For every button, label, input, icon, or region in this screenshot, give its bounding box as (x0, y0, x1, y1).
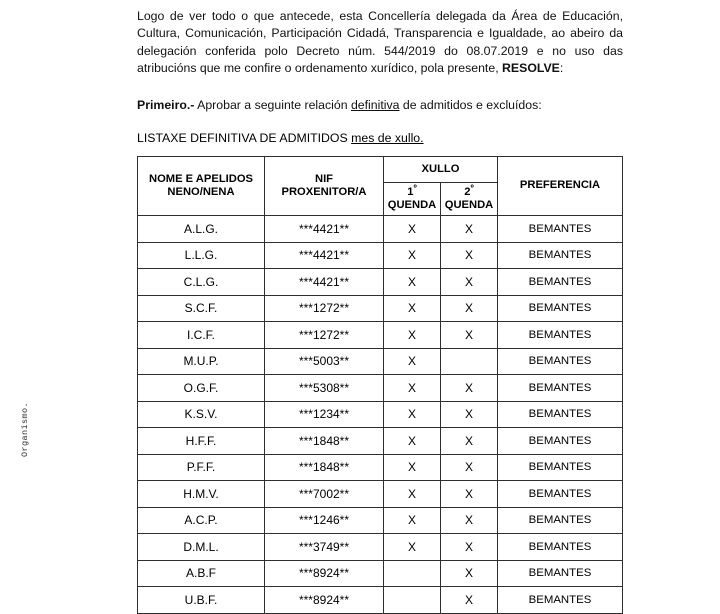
cell-preferencia: BEMANTES (498, 401, 623, 428)
cell-quenda-2: X (441, 375, 498, 402)
table-row (138, 216, 623, 243)
cell-quenda-2: X (441, 454, 498, 481)
cell-preferencia: BEMANTES (498, 295, 623, 322)
column-header-nome-line1: NOME E APELIDOS (148, 172, 253, 185)
cell-nif: ***1848** (265, 428, 384, 455)
table-row (138, 560, 623, 587)
cell-preferencia: BEMANTES (498, 242, 623, 269)
margin-stamp-organismo: Organismo. (20, 402, 30, 458)
table-row (138, 348, 623, 375)
cell-quenda-1: X (384, 348, 441, 375)
cell-nome: P.F.F. (138, 454, 265, 481)
cell-quenda-2: X (441, 507, 498, 534)
primeiro-underlined-word: definitiva (350, 97, 400, 112)
cell-quenda-1: X (384, 507, 441, 534)
cell-nome: A.C.P. (138, 507, 265, 534)
cell-nome: A.L.G. (138, 216, 265, 243)
column-header-quenda-1 (384, 183, 441, 216)
cell-nome: O.G.F. (138, 375, 265, 402)
cell-quenda-2: X (441, 534, 498, 561)
cell-quenda-2: X (441, 481, 498, 508)
table-header-row-top (138, 157, 623, 183)
cell-preferencia: BEMANTES (498, 481, 623, 508)
cell-quenda-1: X (384, 401, 441, 428)
cell-nif: ***1848** (265, 454, 384, 481)
cell-nif: ***3749** (265, 534, 384, 561)
table-row (138, 322, 623, 349)
cell-nome: L.L.G. (138, 242, 265, 269)
cell-nome: M.U.P. (138, 348, 265, 375)
quenda2-number: 2 (464, 185, 471, 198)
cell-quenda-1 (384, 560, 441, 587)
table-row (138, 534, 623, 561)
intro-paragraph (137, 8, 623, 78)
table-body (138, 216, 623, 614)
column-header-preferencia: PREFERENCIA (498, 157, 623, 216)
cell-quenda-2 (441, 348, 498, 375)
cell-nif: ***1246** (265, 507, 384, 534)
cell-quenda-1: X (384, 322, 441, 349)
table-row (138, 269, 623, 296)
table-row (138, 481, 623, 508)
cell-nome: S.C.F. (138, 295, 265, 322)
column-header-nif-line2: PROXENITOR/A (281, 186, 367, 198)
cell-nome: A.B.F (138, 560, 265, 587)
document-body (137, 8, 623, 147)
cell-nif: ***7002** (265, 481, 384, 508)
table-row (138, 507, 623, 534)
cell-quenda-1: X (384, 428, 441, 455)
cell-preferencia: BEMANTES (498, 375, 623, 402)
column-header-xullo: XULLO (384, 157, 498, 183)
cell-nif: ***1272** (265, 295, 384, 322)
intro-paragraph-text: Logo de ver todo o que antecede, esta Concellería delegada da Área de Educación, Cultura, Comunicación, Participación Cidadá, Transparencia e Igualdade, ao abeiro da delegación conferida polo Decreto núm. 544/2019 do 08.07.2019 e no uso das atribucións que me confire o ordenamento xurídico, pola presente, (137, 9, 623, 76)
cell-quenda-1: X (384, 216, 441, 243)
cell-nif: ***4421** (265, 242, 384, 269)
cell-quenda-2: X (441, 401, 498, 428)
primeiro-paragraph (137, 97, 623, 114)
cell-quenda-1 (384, 587, 441, 614)
cell-quenda-2: X (441, 295, 498, 322)
table-row (138, 454, 623, 481)
cell-quenda-2: X (441, 242, 498, 269)
cell-nif: ***8924** (265, 587, 384, 614)
cell-preferencia: BEMANTES (498, 507, 623, 534)
cell-preferencia: BEMANTES (498, 560, 623, 587)
quenda2-ordinal: º (470, 181, 474, 192)
table-header (138, 157, 623, 216)
quenda1-ordinal: º (413, 181, 417, 192)
cell-preferencia: BEMANTES (498, 269, 623, 296)
cell-quenda-1: X (384, 242, 441, 269)
cell-quenda-2: X (441, 269, 498, 296)
cell-nome: C.L.G. (138, 269, 265, 296)
cell-quenda-2: X (441, 560, 498, 587)
table-row (138, 587, 623, 614)
cell-quenda-1: X (384, 481, 441, 508)
primeiro-text-before: Aprobar a seguinte relación (194, 97, 351, 112)
listaxe-heading (137, 130, 623, 147)
cell-quenda-1: X (384, 269, 441, 296)
cell-nif: ***5308** (265, 375, 384, 402)
cell-quenda-2: X (441, 322, 498, 349)
cell-nome: H.F.F. (138, 428, 265, 455)
cell-nome: U.B.F. (138, 587, 265, 614)
cell-nif: ***1272** (265, 322, 384, 349)
cell-nome: K.S.V. (138, 401, 265, 428)
cell-preferencia: BEMANTES (498, 534, 623, 561)
cell-preferencia: BEMANTES (498, 454, 623, 481)
column-header-nif (265, 157, 384, 216)
column-header-nif-line1: NIF (314, 172, 334, 185)
cell-nif: ***1234** (265, 401, 384, 428)
cell-quenda-1: X (384, 375, 441, 402)
cell-nif: ***8924** (265, 560, 384, 587)
cell-nif: ***4421** (265, 269, 384, 296)
admitidos-table (137, 156, 623, 614)
cell-nome: H.M.V. (138, 481, 265, 508)
cell-quenda-1: X (384, 534, 441, 561)
intro-colon: : (559, 61, 564, 76)
table-row (138, 295, 623, 322)
listaxe-heading-text: LISTAXE DEFINITIVA DE ADMITIDOS (137, 131, 352, 146)
column-header-nome (138, 157, 265, 216)
column-header-nome-line2: NENO/NENA (167, 186, 235, 198)
quenda1-word: QUENDA (387, 199, 437, 211)
cell-preferencia: BEMANTES (498, 216, 623, 243)
cell-quenda-1: X (384, 454, 441, 481)
table-row (138, 242, 623, 269)
table-row (138, 428, 623, 455)
cell-nome: I.C.F. (138, 322, 265, 349)
cell-nome: D.M.L. (138, 534, 265, 561)
cell-preferencia: BEMANTES (498, 587, 623, 614)
quenda2-word: QUENDA (444, 199, 494, 211)
cell-quenda-2: X (441, 587, 498, 614)
table-row (138, 375, 623, 402)
primeiro-text-after: de admitidos e excluídos: (399, 97, 542, 112)
cell-quenda-1: X (384, 295, 441, 322)
quenda1-number: 1 (407, 185, 414, 198)
cell-nif: ***5003** (265, 348, 384, 375)
cell-preferencia: BEMANTES (498, 322, 623, 349)
cell-preferencia: BEMANTES (498, 348, 623, 375)
column-header-quenda-2 (441, 183, 498, 216)
cell-preferencia: BEMANTES (498, 428, 623, 455)
primeiro-label: Primeiro.- (137, 97, 195, 112)
cell-quenda-2: X (441, 428, 498, 455)
listaxe-month-underlined: mes de xullo. (351, 131, 424, 146)
resolve-keyword: RESOLVE (502, 61, 560, 76)
cell-nif: ***4421** (265, 216, 384, 243)
cell-quenda-2: X (441, 216, 498, 243)
table-row (138, 401, 623, 428)
